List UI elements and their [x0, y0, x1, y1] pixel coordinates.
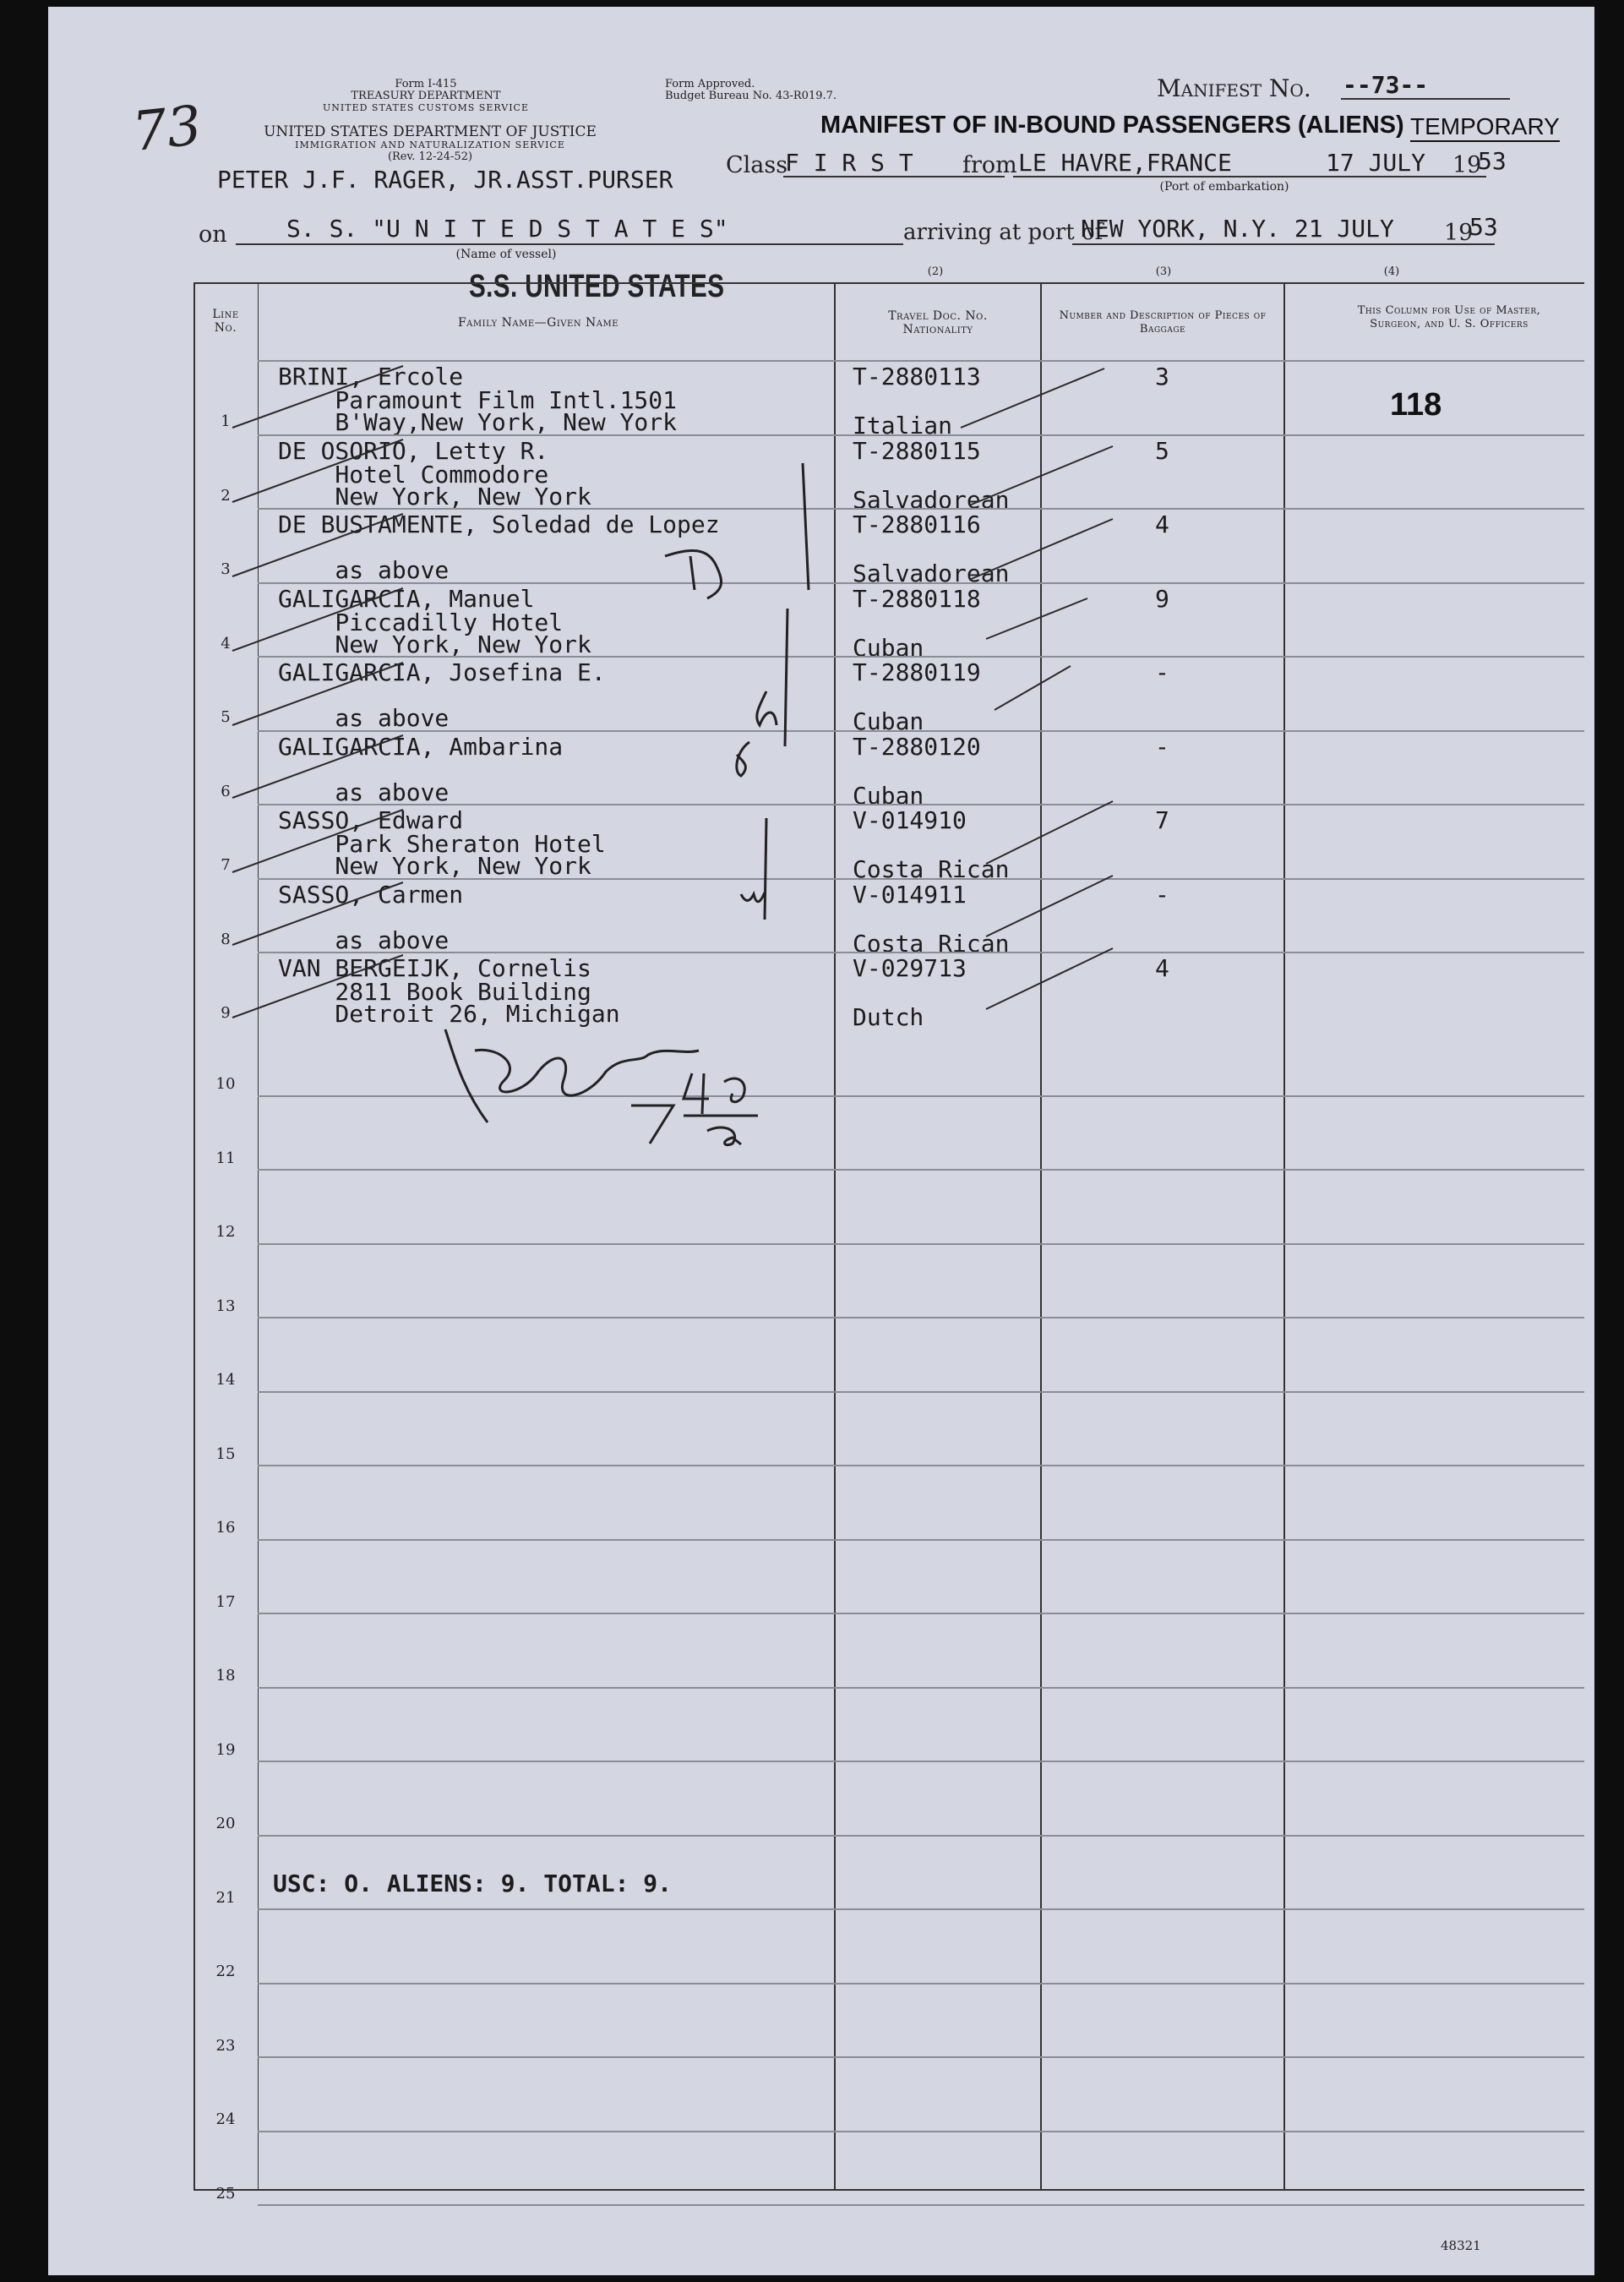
baggage-count: - — [1155, 658, 1169, 686]
line-number: 8 — [221, 930, 231, 948]
check-mark — [232, 955, 403, 1018]
passenger-name: GALIGARCIA, Ambarina — [278, 732, 564, 761]
departure-year: 53 — [1478, 147, 1507, 175]
baggage-count: 3 — [1155, 363, 1169, 390]
officer-name: PETER J.F. RAGER, JR.ASST.PURSER — [217, 166, 673, 194]
line-number: 15 — [215, 1444, 236, 1463]
check-mark — [232, 663, 403, 725]
travel-doc-number: T-2880115 — [853, 436, 981, 465]
passenger-name: SASSO, Carmen — [278, 880, 464, 909]
travel-doc-number: V-014911 — [853, 880, 967, 909]
on-label: on — [199, 221, 227, 248]
column-number-4: (4) — [1383, 265, 1400, 278]
row-check-marks — [232, 363, 1113, 1018]
line-number: 20 — [215, 1815, 236, 1832]
travel-doc-number: T-2880116 — [853, 510, 981, 538]
column-number-2: (2) — [927, 265, 944, 278]
line-number: 23 — [215, 2036, 236, 2055]
check-mark — [232, 439, 403, 502]
line-number: 16 — [215, 1519, 236, 1537]
line-number: 24 — [215, 2110, 236, 2128]
check-mark — [969, 446, 1113, 505]
line-number: 19 — [215, 1740, 236, 1759]
form-code: 48321 — [1441, 2238, 1481, 2253]
temporary-stamp: TEMPORARY — [1410, 113, 1560, 142]
check-mark — [232, 735, 403, 798]
line-number: 17 — [215, 1592, 236, 1611]
header-line-no: Line No. — [212, 308, 239, 335]
check-mark — [961, 369, 1104, 428]
passenger-address-2: as above — [278, 704, 450, 732]
check-mark — [232, 366, 403, 428]
line-number: 22 — [215, 1963, 236, 1980]
nationality: Salvadorean — [853, 560, 1010, 587]
line-number: 18 — [215, 1667, 236, 1684]
nationality: Cuban — [853, 633, 924, 662]
passenger-name: DE BUSTAMENTE, Soledad de Lopez — [278, 510, 720, 538]
passenger-address-1: 2811 Book Building — [278, 978, 591, 1006]
passenger-name: BRINI, Ercole — [278, 363, 464, 390]
nationality: Salvadorean — [853, 485, 1010, 514]
form-number: Form I-415 — [395, 78, 457, 90]
check-mark — [986, 876, 1113, 936]
header-travel-doc: Travel Doc. No. Nationality — [888, 309, 988, 336]
baggage-count: - — [1155, 732, 1169, 761]
check-mark — [232, 882, 403, 945]
travel-doc-number: T-2880120 — [853, 732, 981, 761]
check-mark — [969, 519, 1113, 580]
travel-doc-number: T-2880118 — [853, 584, 981, 613]
passenger-name: SASSO, Edward — [278, 806, 464, 834]
line-number: 12 — [215, 1223, 236, 1241]
form-approved: Form Approved. — [665, 78, 755, 90]
line-number: 5 — [221, 708, 231, 726]
embarkation-caption: (Port of embarkation) — [1159, 180, 1289, 194]
line-number: 13 — [215, 1297, 236, 1315]
passenger-name: DE OSORIO, Letty R. — [278, 436, 549, 465]
from-label: from — [962, 152, 1017, 178]
budget-bureau-number: Budget Bureau No. 43-R019.7. — [665, 90, 837, 102]
baggage-count: - — [1155, 880, 1169, 909]
travel-doc-number: V-029713 — [853, 954, 967, 982]
line-number: 4 — [221, 634, 231, 652]
line-number: 2 — [221, 486, 231, 505]
officer-mark: 118 — [1390, 387, 1442, 423]
passenger-address-2: New York, New York — [278, 482, 591, 510]
check-mark — [232, 810, 403, 872]
departure-date: 17 JULY — [1326, 149, 1426, 177]
signature — [445, 1029, 758, 1145]
class-value: F I R S T — [785, 149, 913, 177]
nationality: Cuban — [853, 707, 924, 735]
check-mark — [986, 598, 1087, 639]
vessel-name: S. S. "U N I T E D S T A T E S" — [286, 215, 728, 243]
baggage-count: 7 — [1155, 806, 1169, 834]
line-number: 7 — [221, 856, 231, 874]
revision-date: (Rev. 12-24-52) — [387, 150, 473, 163]
arriving-label: arriving at port of — [903, 220, 1104, 245]
vessel-stamp: S.S. UNITED STATES — [469, 269, 725, 304]
passenger-address-1: Hotel Commodore — [278, 460, 549, 489]
nationality: Costa Rican — [853, 855, 1010, 883]
baggage-count: 4 — [1155, 954, 1169, 982]
baggage-count: 4 — [1155, 510, 1169, 538]
customs-service: UNITED STATES CUSTOMS SERVICE — [323, 102, 529, 113]
header-officers: This Column for Use of Master, Surgeon, and U. S. Officers — [1357, 304, 1541, 330]
manifest-title: MANIFEST OF IN-BOUND PASSENGERS (ALIENS) — [820, 112, 1404, 139]
line-number: 6 — [221, 782, 231, 800]
officer-initials — [665, 463, 809, 920]
header-name: Family Name—Given Name — [457, 316, 619, 330]
ins-service: IMMIGRATION AND NATURALIZATION SERVICE — [295, 139, 565, 150]
passenger-address-2: as above — [278, 556, 450, 584]
nationality: Cuban — [853, 781, 924, 810]
treasury-department: TREASURY DEPARTMENT — [351, 90, 501, 102]
column-number-3: (3) — [1155, 265, 1172, 278]
vessel-caption: (Name of vessel) — [455, 248, 557, 261]
nationality: Dutch — [853, 1003, 924, 1031]
passenger-address-2: as above — [278, 925, 450, 954]
baggage-count: 9 — [1155, 584, 1169, 613]
department-of-justice: UNITED STATES DEPARTMENT OF JUSTICE — [264, 123, 597, 140]
baggage-count: 5 — [1155, 436, 1169, 465]
manifest-number: --73-- — [1343, 71, 1429, 99]
line-number: 25 — [215, 2184, 236, 2203]
passenger-address-1: Park Sheraton Hotel — [278, 830, 606, 858]
check-mark — [232, 514, 403, 576]
line-number: 3 — [221, 560, 231, 578]
line-number: 10 — [215, 1075, 236, 1093]
travel-doc-number: T-2880119 — [853, 658, 981, 686]
check-mark — [986, 948, 1113, 1009]
class-label: Class — [726, 152, 788, 178]
passenger-address-2: B'Way,New York, New York — [278, 408, 678, 436]
summary-totals: USC: O. ALIENS: 9. TOTAL: 9. — [273, 1870, 673, 1897]
passenger-name: VAN BERGEIJK, Cornelis — [278, 954, 591, 982]
travel-doc-number: T-2880113 — [853, 363, 981, 390]
margin-note: 73 — [129, 94, 205, 165]
check-mark — [995, 666, 1071, 710]
passenger-address-2: New York, New York — [278, 852, 591, 880]
manifest-page — [48, 7, 1594, 2275]
departure-year-prefix: 19 — [1452, 152, 1482, 178]
arrival-port: NEW YORK, N.Y. 21 JULY — [1081, 215, 1394, 243]
check-mark — [232, 588, 403, 651]
line-number: 14 — [215, 1371, 236, 1389]
line-number: 11 — [215, 1149, 236, 1167]
passenger-address-2: Detroit 26, Michigan — [278, 1000, 620, 1028]
handwritten-marks — [48, 7, 1594, 2275]
nationality: Italian — [853, 412, 953, 439]
arrival-year-prefix: 19 — [1444, 220, 1474, 246]
passenger-address-1: Paramount Film Intl.1501 — [278, 386, 678, 414]
passenger-address-2: New York, New York — [278, 630, 591, 658]
header-baggage: Number and Description of Pieces of Baggage — [1059, 309, 1267, 336]
manifest-number-label: Manifest No. — [1157, 74, 1311, 102]
passenger-address-2: as above — [278, 778, 450, 806]
line-number: 21 — [215, 1888, 236, 1907]
check-mark — [986, 801, 1113, 864]
line-number: 1 — [221, 412, 231, 430]
port-of-embarkation: LE HAVRE,FRANCE — [1018, 149, 1232, 177]
line-number: 9 — [221, 1004, 231, 1022]
nationality: Costa Rican — [853, 929, 1010, 958]
travel-doc-number: V-014910 — [853, 806, 967, 834]
passenger-name: GALIGARCIA, Josefina E. — [278, 658, 606, 686]
passenger-address-1: Piccadilly Hotel — [278, 608, 564, 636]
arrival-year: 53 — [1469, 213, 1498, 241]
passenger-name: GALIGARCIA, Manuel — [278, 584, 535, 613]
